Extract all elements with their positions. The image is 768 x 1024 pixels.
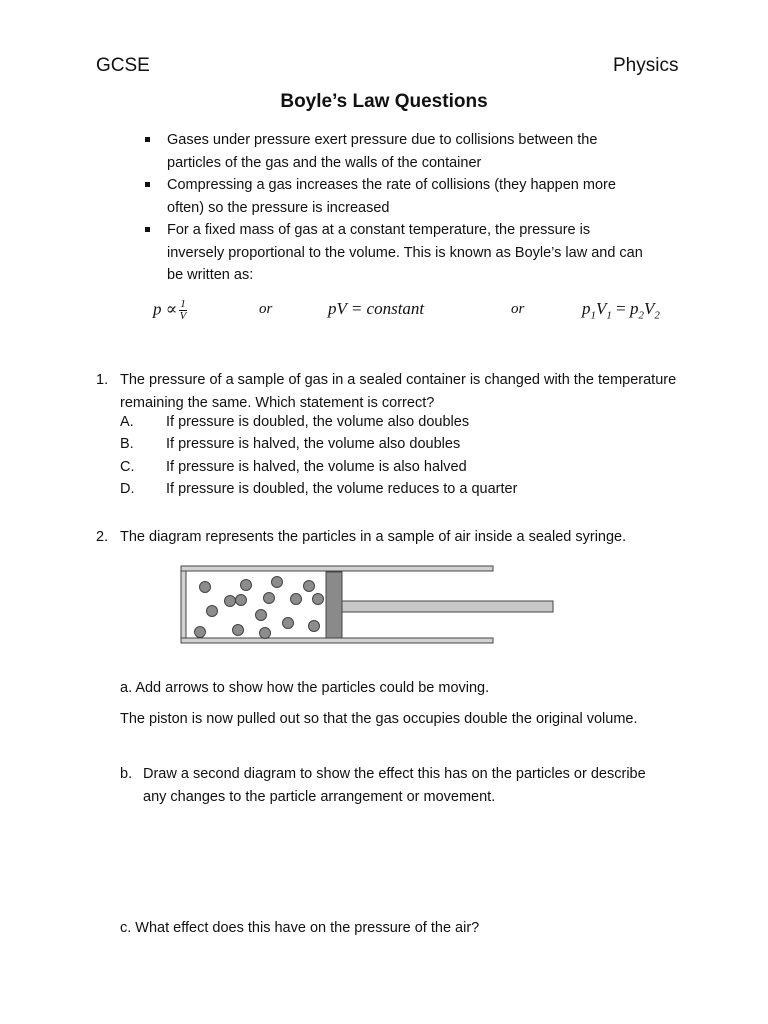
or-label: or [511, 301, 525, 317]
bullet-item: Gases under pressure exert pressure due to collisions between the particles of the gas and the walls of the container [145, 129, 645, 174]
particle [283, 618, 294, 629]
eq-sub: 2 [654, 309, 660, 322]
eq-sub: 1 [590, 309, 596, 322]
particle [207, 606, 218, 617]
fraction [179, 299, 187, 322]
particle [256, 610, 267, 621]
option-letter: C. [120, 459, 135, 475]
option-letter: D. [120, 481, 135, 497]
fraction-denominator: V [179, 310, 187, 322]
eq-v2: V [643, 299, 655, 318]
piston-note: The piston is now pulled out so that the gas occupies double the original volume. [120, 711, 638, 727]
particle [236, 595, 247, 606]
option-letter: B. [120, 436, 134, 452]
eq-equals: = [611, 299, 630, 318]
option-letter: A. [120, 414, 134, 430]
equation-proportional [153, 299, 187, 322]
eq-p2: p [629, 299, 639, 318]
syringe-end-wall [181, 571, 186, 638]
syringe-diagram [180, 565, 555, 650]
syringe-bottom-wall [181, 638, 493, 643]
particle [304, 581, 315, 592]
question-2a: a. Add arrows to show how the particles could be moving. [120, 680, 490, 696]
fraction-numerator: 1 [180, 298, 186, 310]
eq-sub: 1 [606, 309, 612, 322]
particle [272, 577, 283, 588]
question-2b-label: b. [120, 766, 133, 782]
header-subject-level: GCSE [96, 55, 150, 76]
option-text: If pressure is doubled, the volume also doubles [166, 414, 470, 430]
question-2c: c. What effect does this have on the pressure of the air? [120, 920, 480, 936]
particle [225, 596, 236, 607]
piston-rod [342, 601, 553, 612]
piston-head [326, 572, 342, 638]
bullet-list [145, 129, 645, 287]
bullet-item: Compressing a gas increases the rate of collisions (they happen more often) so the pressure is increased [145, 174, 645, 219]
eq-sub: 2 [638, 309, 644, 322]
particle [233, 625, 244, 636]
syringe-top-wall [181, 566, 493, 571]
particle [313, 594, 324, 605]
eq-v1: V [596, 299, 607, 318]
equation-constant: pV = constant [328, 299, 425, 318]
page-title: Boyle’s Law Questions [280, 91, 488, 112]
header-subject: Physics [613, 55, 679, 76]
or-label: or [259, 301, 273, 317]
equation-proportional-lhs: p ∝ [153, 299, 178, 319]
particle [241, 580, 252, 591]
option-text: If pressure is halved, the volume also doubles [166, 436, 461, 452]
question-text: The diagram represents the particles in a sample of air inside a sealed syringe. [120, 529, 627, 545]
particle [309, 621, 320, 632]
particle [195, 627, 206, 638]
question-2b: Draw a second diagram to show the effect this has on the particles or describe any changes to the particle arrangement or movement. [143, 766, 646, 805]
question-text: The pressure of a sample of gas in a sealed container is changed with the temperature remaining the same. Which statement is correct? [120, 372, 677, 411]
equation-boyle [582, 299, 660, 321]
particle [264, 593, 275, 604]
particle [291, 594, 302, 605]
particle [260, 628, 271, 639]
option-text: If pressure is doubled, the volume reduces to a quarter [166, 481, 518, 497]
question-number: 2. [96, 529, 109, 545]
eq-p1: p [582, 299, 591, 318]
gas-particles [195, 577, 324, 639]
particle [200, 582, 211, 593]
question-number: 1. [96, 372, 109, 388]
option-text: If pressure is halved, the volume is also halved [166, 459, 467, 475]
bullet-item: For a fixed mass of gas at a constant temperature, the pressure is inversely proportional to the volume. This is known as Boyle’s law and can be written as: [145, 219, 645, 287]
